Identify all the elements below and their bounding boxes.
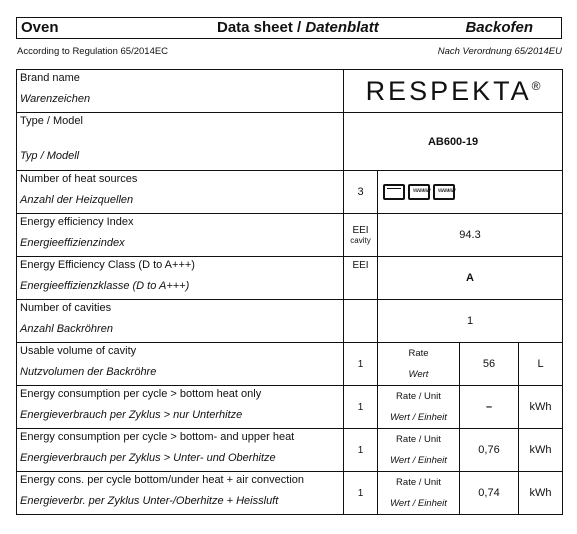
title-backofen: Backofen <box>465 19 533 36</box>
consumption-convection-unit: kWh <box>519 472 563 515</box>
model-label-de: Typ / Modell <box>20 150 80 162</box>
row-consumption-bottom <box>17 386 563 429</box>
consumption-convection-rate-en: Rate / Unit <box>396 477 441 488</box>
consumption-both-label-en: Energy consumption per cycle > bottom- and upper heat <box>20 431 295 443</box>
volume-label-en: Usable volume of cavity <box>20 345 137 357</box>
heat-sources-label-en: Number of heat sources <box>20 173 138 185</box>
volume-label-de: Nutzvolumen der Backröhre <box>20 366 157 378</box>
row-volume <box>17 343 563 386</box>
regulation-line <box>17 46 562 62</box>
consumption-both-label-de: Energieverbrauch per Zyklus > Unter- und Oberhitze <box>20 452 276 464</box>
row-model <box>17 113 563 171</box>
eei-label-de: Energieeffizienzindex <box>20 237 125 249</box>
volume-value: 56 <box>460 343 519 386</box>
model-label-en: Type / Model <box>20 115 83 127</box>
heat-source-icons <box>378 184 562 200</box>
consumption-both-rate-en: Rate / Unit <box>396 434 441 445</box>
consumption-both-unit: kWh <box>519 429 563 472</box>
eei-abbr: EEI <box>352 224 369 236</box>
regulation-de: Nach Verordnung 65/2014EU <box>437 46 562 57</box>
consumption-convection-label-de: Energieverbr. per Zyklus Unter-/Oberhitze + Heissluft <box>20 495 279 507</box>
consumption-bottom-label-de: Energieverbrauch per Zyklus > nur Unterhitze <box>20 409 243 421</box>
eei-class-label-en: Energy Efficiency Class (D to A+++) <box>20 259 195 271</box>
eei-class-label-de: Energieeffizienzklasse (D to A+++) <box>20 280 190 292</box>
consumption-bottom-count: 1 <box>344 386 378 429</box>
consumption-bottom-value: – <box>460 386 519 429</box>
consumption-convection-label-en: Energy cons. per cycle bottom/under heat + air convection <box>20 474 305 486</box>
title-datasheet: Data sheet / Datenblatt <box>217 19 379 36</box>
eei-class-value: A <box>378 257 563 300</box>
row-eei-class <box>17 257 563 300</box>
row-eei <box>17 214 563 257</box>
model-value: AB600-19 <box>344 113 563 171</box>
eei-abbr-sub: cavity <box>350 235 371 245</box>
eei-label-en: Energy efficiency Index <box>20 216 134 228</box>
volume-count: 1 <box>344 343 378 386</box>
brand-label-de: Warenzeichen <box>20 93 91 105</box>
oven-grill-icon: wwwww <box>408 184 430 200</box>
row-consumption-convection <box>17 472 563 515</box>
oven-top-heat-icon <box>383 184 405 200</box>
volume-rate-en: Rate <box>408 348 429 359</box>
regulation-en: According to Regulation 65/2014EC <box>17 46 169 57</box>
row-brand <box>17 70 563 113</box>
title-oven: Oven <box>21 19 59 36</box>
cavities-value: 1 <box>378 300 563 343</box>
volume-rate-de: Wert <box>408 369 429 380</box>
consumption-both-rate-de: Wert / Einheit <box>390 455 447 466</box>
cavities-label-en: Number of cavities <box>20 302 112 314</box>
oven-grill-fan-icon: wwwww <box>433 184 455 200</box>
consumption-bottom-rate-de: Wert / Einheit <box>390 412 447 423</box>
consumption-convection-rate-de: Wert / Einheit <box>390 498 447 509</box>
consumption-both-count: 1 <box>344 429 378 472</box>
row-cavities <box>17 300 563 343</box>
heat-sources-value: 3 <box>344 171 378 214</box>
volume-unit: L <box>519 343 563 386</box>
consumption-convection-value: 0,74 <box>460 472 519 515</box>
row-heat-sources <box>17 171 563 214</box>
brand-label-en: Brand name <box>20 72 80 84</box>
eei-class-abbr: EEI <box>344 257 378 300</box>
consumption-bottom-rate-en: Rate / Unit <box>396 391 441 402</box>
consumption-both-value: 0,76 <box>460 429 519 472</box>
row-consumption-both <box>17 429 563 472</box>
brand-logo: RESPEKTA® <box>365 75 541 106</box>
eei-value: 94.3 <box>378 214 563 257</box>
consumption-convection-count: 1 <box>344 472 378 515</box>
consumption-bottom-label-en: Energy consumption per cycle > bottom heat only <box>20 388 262 400</box>
data-sheet-table <box>16 69 563 515</box>
title-bar <box>16 17 562 39</box>
cavities-label-de: Anzahl Backröhren <box>20 323 113 335</box>
heat-sources-label-de: Anzahl der Heizquellen <box>20 194 134 206</box>
consumption-bottom-unit: kWh <box>519 386 563 429</box>
